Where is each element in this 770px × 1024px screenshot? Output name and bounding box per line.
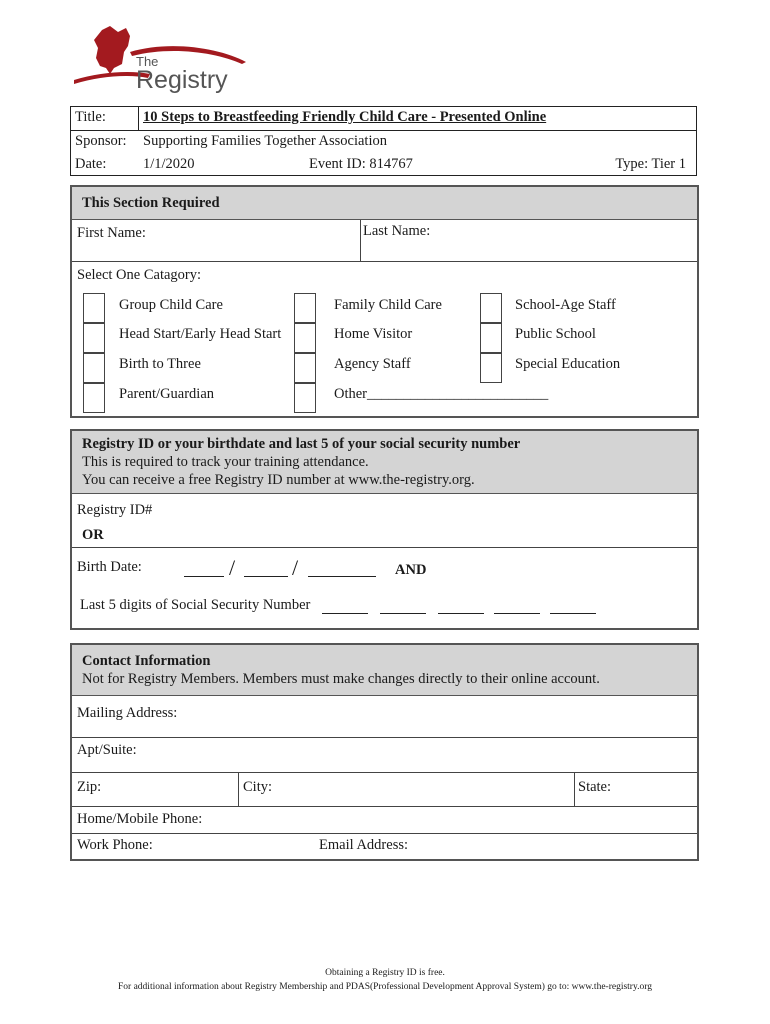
sponsor-value: Supporting Families Together Association [143,133,387,149]
date-separator: / [292,555,299,580]
first-name-field[interactable] [74,241,358,259]
ssn-digit-4[interactable] [494,598,540,614]
work-phone-field[interactable] [167,835,317,857]
last-name-field[interactable] [363,241,695,259]
apt-suite-label: Apt/Suite: [77,742,137,758]
email-label: Email Address: [319,837,409,853]
logo-registry: Registry [136,66,228,94]
category-agency-staff: Agency Staff [334,356,411,372]
checkbox-other[interactable] [294,383,316,413]
checkbox-school-age-staff[interactable] [480,293,502,323]
ssn-digit-3[interactable] [438,598,484,614]
checkbox-birth-to-three[interactable] [83,353,105,383]
section-title: This Section Required [82,195,220,211]
ssn-digit-2[interactable] [380,598,426,614]
registry-id-label: Registry ID# [77,502,153,518]
or-label: OR [82,527,104,543]
city-label: City: [243,779,273,795]
category-group-child-care: Group Child Care [119,297,223,313]
birth-month-field[interactable] [184,561,224,577]
category-family-child-care: Family Child Care [334,297,442,313]
section-header [72,187,697,220]
home-phone-field[interactable] [212,808,692,832]
state-field[interactable] [620,775,694,805]
checkbox-agency-staff[interactable] [294,353,316,383]
category-label: Select One Catagory: [77,267,202,283]
registry-id-field[interactable] [172,499,692,521]
first-name-label: First Name: [77,225,146,241]
event-title: 10 Steps to Breastfeeding Friendly Child Care - Presented Online [143,109,547,125]
date-separator: / [229,555,236,580]
category-birth-to-three: Birth to Three [119,356,201,372]
section-note-2: You can receive a free Registry ID number at www.the-registry.org. [82,472,475,488]
registry-logo [70,22,250,104]
mailing-address-label: Mailing Address: [77,705,178,721]
checkbox-home-visitor[interactable] [294,323,316,353]
logo-the: The [136,54,159,69]
state-label: State: [578,779,612,795]
sponsor-label: Sponsor: [75,133,127,149]
category-special-education: Special Education [515,356,621,372]
section-header [72,645,697,696]
section-note-1: This is required to track your training attendance. [82,454,369,470]
zip-field[interactable] [106,775,236,805]
city-field[interactable] [282,775,572,805]
ssn-digit-5[interactable] [550,598,596,614]
checkbox-special-education[interactable] [480,353,502,383]
contact-section [70,643,699,861]
checkbox-parent-guardian[interactable] [83,383,105,413]
ssn-label: Last 5 digits of Social Security Number [80,597,311,613]
birth-date-label: Birth Date: [77,559,142,575]
footer-info: For additional information about Registry Membership and PDAS(Professional Development Approval System) go to: www.the-registry.org [118,982,652,992]
event-header-table [70,106,697,176]
checkbox-group-child-care[interactable] [83,293,105,323]
checkbox-family-child-care[interactable] [294,293,316,323]
title-label: Title: [75,109,106,125]
registry-id-section [70,429,699,630]
footer-note: Obtaining a Registry ID is free. [325,968,445,978]
category-home-visitor: Home Visitor [334,326,413,342]
date-label: Date: [75,156,107,172]
work-phone-label: Work Phone: [77,837,153,853]
birth-year-field[interactable] [308,561,376,577]
category-parent-guardian: Parent/Guardian [119,386,215,402]
required-section [70,185,699,418]
date-value: 1/1/2020 [143,156,195,172]
section-title: Contact Information [82,653,211,669]
checkbox-public-school[interactable] [480,323,502,353]
event-type: Type: Tier 1 [615,156,686,172]
email-field[interactable] [417,835,692,857]
zip-label: Zip: [77,779,102,795]
section-subtitle: Not for Registry Members. Members must make changes directly to their online account. [82,671,600,687]
home-phone-label: Home/Mobile Phone: [77,811,203,827]
section-title: Registry ID or your birthdate and last 5 of your social security number [82,436,521,452]
ssn-digit-1[interactable] [322,598,368,614]
category-head-start: Head Start/Early Head Start [119,326,282,342]
category-school-age-staff: School-Age Staff [515,297,616,313]
and-label: AND [395,562,427,578]
mailing-address-field[interactable] [187,701,692,731]
checkbox-head-start[interactable] [83,323,105,353]
apt-suite-field[interactable] [147,740,692,770]
category-other[interactable]: Other_________________________ [334,386,549,402]
birth-day-field[interactable] [244,561,288,577]
section-header [72,431,697,494]
event-id: Event ID: 814767 [309,156,413,172]
last-name-label: Last Name: [363,223,431,239]
category-public-school: Public School [515,326,596,342]
